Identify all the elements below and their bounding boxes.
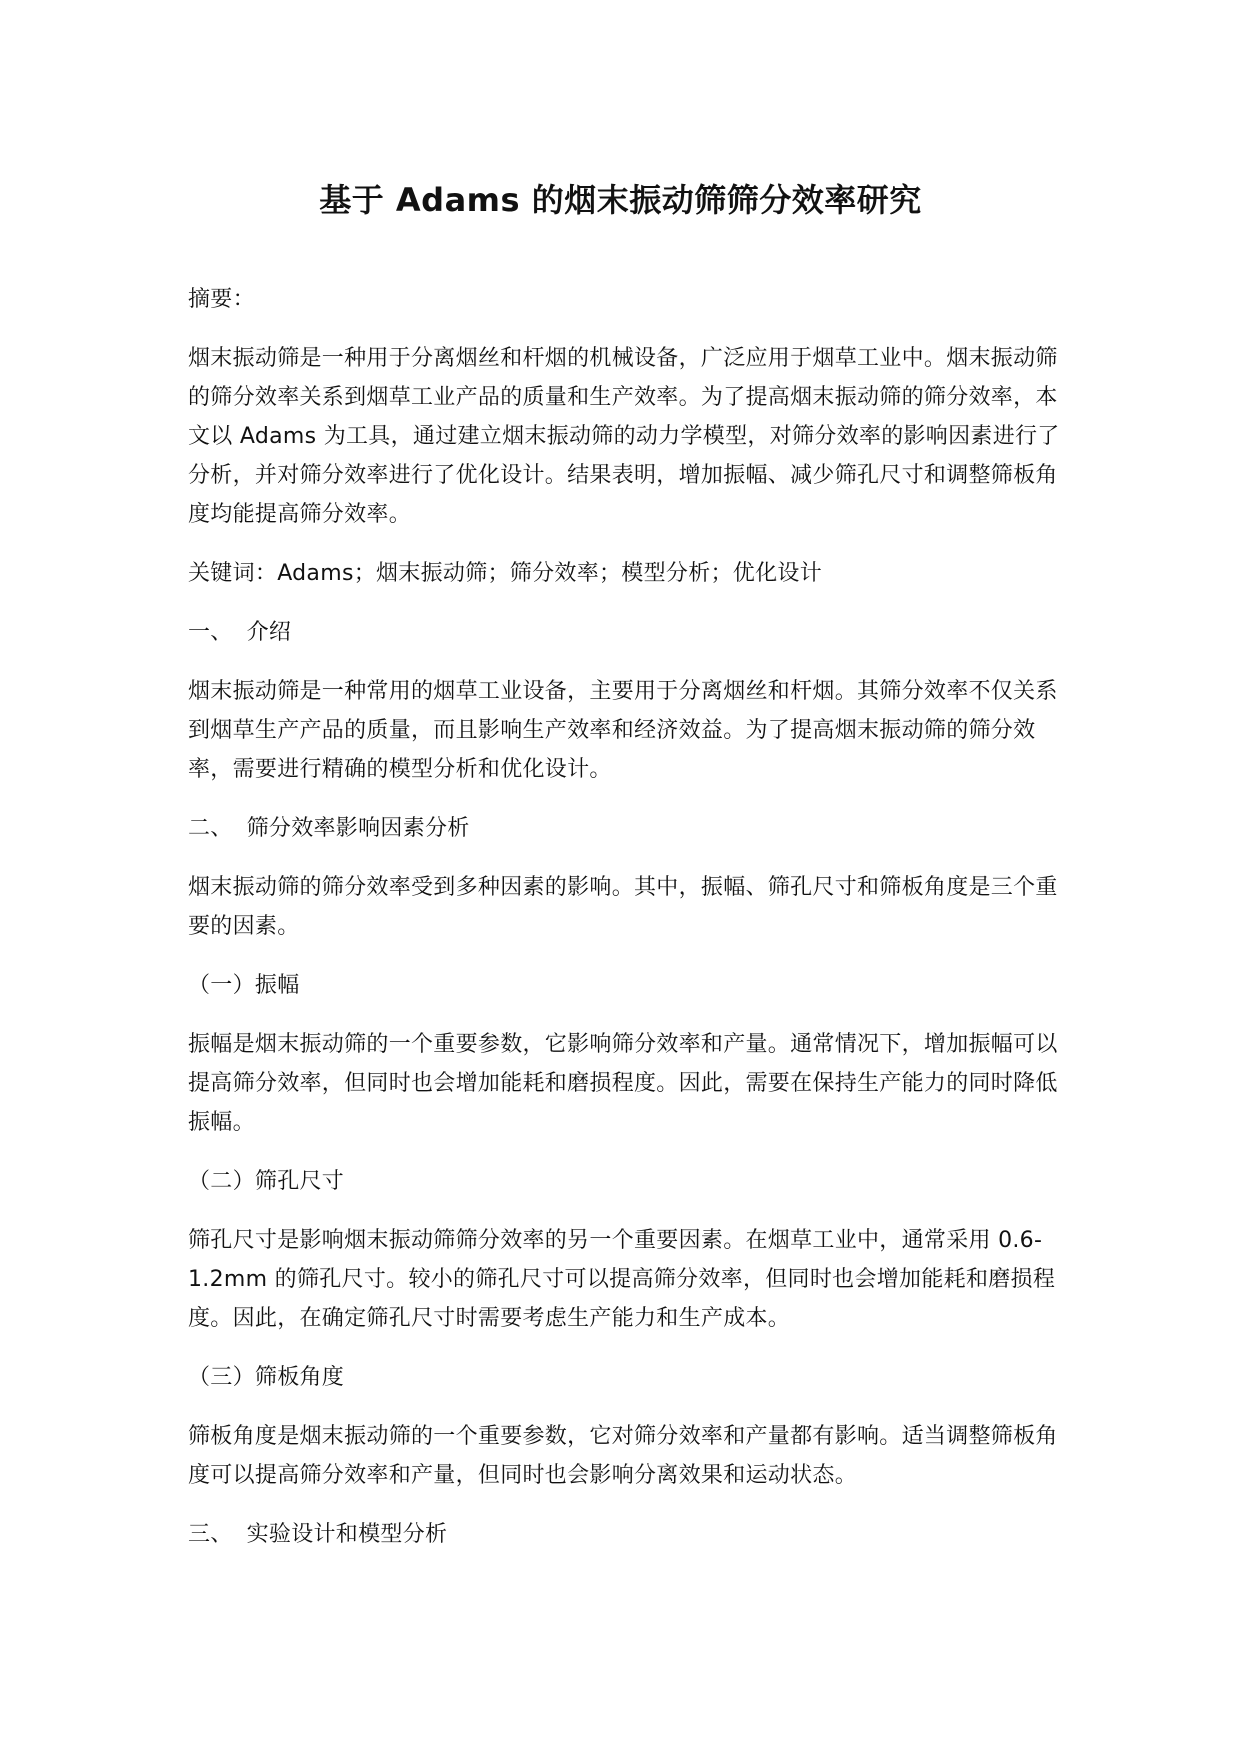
section-title: 筛分效率影响因素分析	[246, 816, 470, 841]
section-heading-introduction	[188, 613, 1060, 652]
subsection-heading-aperture-size: （二）筛孔尺寸	[188, 1169, 345, 1194]
section-title: 实验设计和模型分析	[246, 1522, 448, 1547]
factor-analysis-paragraph: 烟末振动筛的筛分效率受到多种因素的影响。其中，振幅、筛孔尺寸和筛板角度是三个重要的因素。	[188, 875, 1058, 939]
screen-angle-paragraph: 筛板角度是烟末振动筛的一个重要参数，它对筛分效率和产量都有影响。适当调整筛板角度可以提高筛分效率和产量，但同时也会影响分离效果和运动状态。	[188, 1424, 1058, 1488]
section-heading-experiment-design	[188, 1515, 1060, 1554]
section-number: 三、	[188, 1522, 233, 1547]
subsection-heading-screen-angle: （三）筛板角度	[188, 1365, 345, 1390]
subsection-heading-amplitude: （一）振幅	[188, 973, 300, 998]
abstract-paragraph: 烟末振动筛是一种用于分离烟丝和杆烟的机械设备，广泛应用于烟草工业中。烟末振动筛的筛分效率关系到烟草工业产品的质量和生产效率。为了提高烟末振动筛的筛分效率，本文以 Adams 为工具，通过建立烟末振动筛的动力学模型，对筛分效率的影响因素进行了分析，并对筛分效率进行了优化设计。结果表明，增加振幅、减少筛孔尺寸和调整筛板角度均能提高筛分效率。	[188, 346, 1060, 527]
keywords-line: 关键词：Adams；烟末振动筛；筛分效率；模型分析；优化设计	[188, 561, 823, 586]
aperture-size-paragraph: 筛孔尺寸是影响烟末振动筛筛分效率的另一个重要因素。在烟草工业中，通常采用 0.6-1.2mm 的筛孔尺寸。较小的筛孔尺寸可以提高筛分效率，但同时也会增加能耗和磨损程度。因此，在确定筛孔尺寸时需要考虑生产能力和生产成本。	[188, 1228, 1056, 1331]
document-body	[188, 280, 1060, 1574]
document-title: 基于 Adams 的烟末振动筛筛分效率研究	[319, 181, 922, 219]
section-title: 介绍	[246, 620, 292, 645]
section-heading-factor-analysis	[188, 809, 1060, 848]
abstract-label: 摘要：	[188, 287, 255, 312]
section-number: 二、	[188, 816, 233, 841]
introduction-paragraph: 烟末振动筛是一种常用的烟草工业设备，主要用于分离烟丝和杆烟。其筛分效率不仅关系到烟草生产产品的质量，而且影响生产效率和经济效益。为了提高烟末振动筛的筛分效率，需要进行精确的模型分析和优化设计。	[188, 679, 1058, 782]
amplitude-paragraph: 振幅是烟末振动筛的一个重要参数，它影响筛分效率和产量。通常情况下，增加振幅可以提高筛分效率，但同时也会增加能耗和磨损程度。因此，需要在保持生产能力的同时降低振幅。	[188, 1032, 1058, 1135]
section-number: 一、	[188, 620, 233, 645]
